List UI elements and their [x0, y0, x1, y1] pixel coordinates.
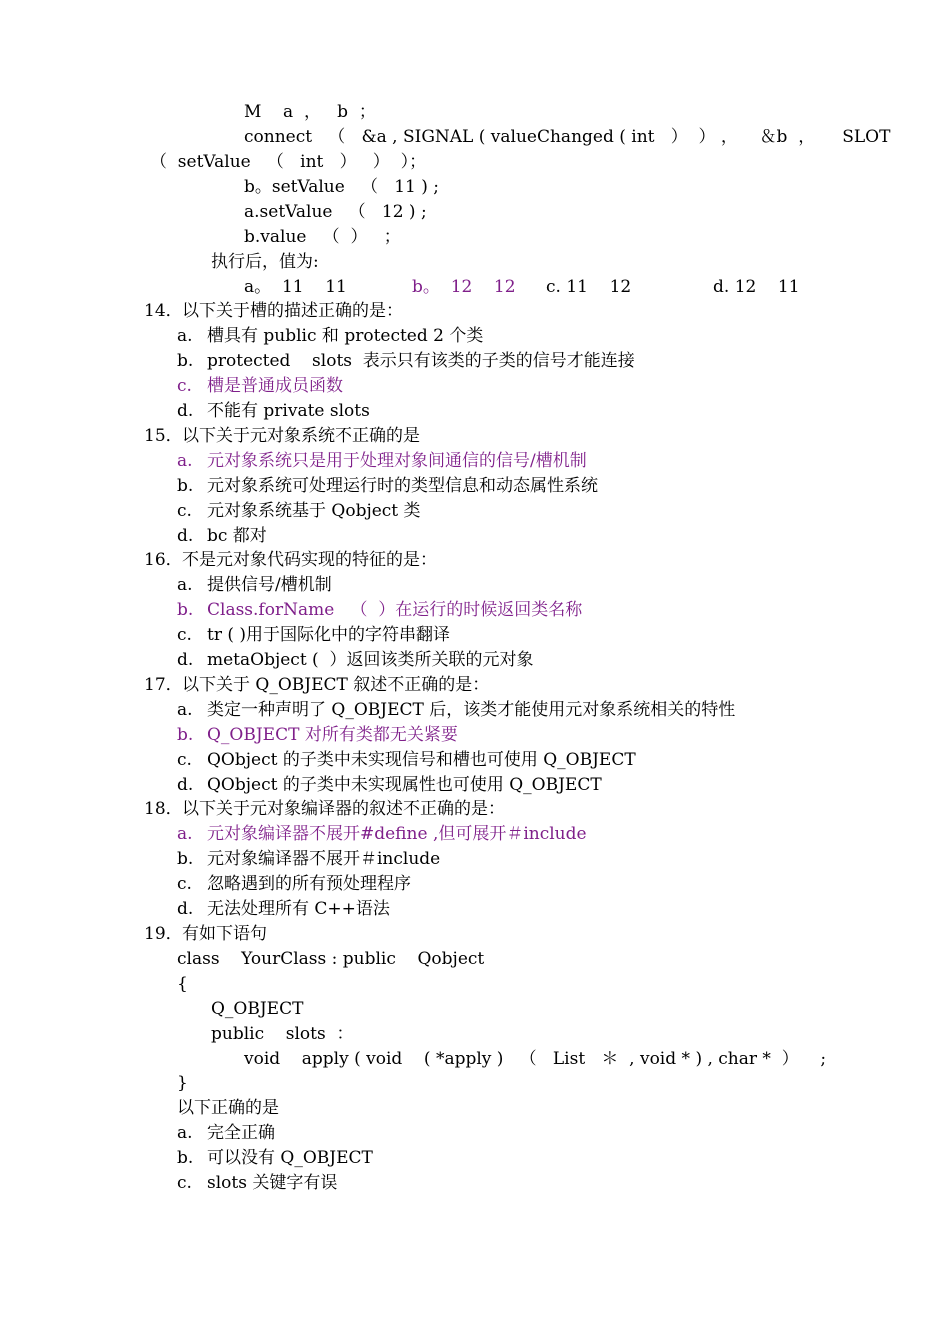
answer-option-d: d. 12 11 — [713, 277, 800, 297]
option-c: c. 元对象系统基于 Qobject 类 — [177, 501, 421, 521]
code-line: void apply ( void ( *apply ) （ List ＊ , void * ) , char * ） ; — [244, 1049, 827, 1069]
option-c: c. QObject 的子类中未实现信号和槽也可使用 Q_OBJECT — [177, 750, 636, 770]
option-c: c. tr ( )用于国际化中的字符串翻译 — [177, 625, 451, 645]
question-17 — [144, 674, 489, 696]
option-b: b. 可以没有 Q_OBJECT — [177, 1148, 373, 1168]
code-line: public slots ： — [211, 1024, 354, 1044]
answer-option-b: b。 12 12 — [412, 277, 516, 297]
option-a: a. 完全正确 — [177, 1123, 275, 1143]
question-number: 19． — [144, 924, 183, 944]
option-d: d. 无法处理所有 C++语法 — [177, 899, 390, 919]
option-d: d. QObject 的子类中未实现属性也可使用 Q_OBJECT — [177, 775, 602, 795]
option-b-answer: b. Class.forName （ ）在运行的时候返回类名称 — [177, 600, 583, 620]
question-19 — [144, 923, 267, 945]
code-line: b。setValue （ 11 ) ; — [244, 177, 440, 197]
code-line: connect （ &a , SIGNAL ( valueChanged ( int ） ） ， ＆b ， SLOT — [244, 127, 891, 147]
option-a: a. 类定一种声明了 Q_OBJECT 后，该类才能使用元对象系统相关的特性 — [177, 700, 736, 720]
answer-option-a: a。 11 11 — [244, 277, 347, 297]
question-16 — [144, 549, 437, 571]
answer-option-c: c. 11 12 — [546, 277, 632, 297]
question-stem: 以下关于 Q_OBJECT 叙述不正确的是： — [182, 675, 490, 695]
question-stem: 有如下语句 — [182, 924, 267, 944]
option-d: d. bc 都对 — [177, 526, 267, 546]
option-a: a. 提供信号/槽机制 — [177, 575, 332, 595]
question-stem: 以下关于槽的描述正确的是： — [182, 301, 403, 321]
option-d: d. 不能有 private slots — [177, 401, 370, 421]
question-number: 17． — [144, 675, 183, 695]
question-stem: 以下关于元对象编译器的叙述不正确的是： — [182, 799, 505, 819]
option-b: b. protected slots 表示只有该类的子类的信号才能连接 — [177, 351, 635, 371]
option-b-answer: b. Q_OBJECT 对所有类都无关紧要 — [177, 725, 458, 745]
code-line: （ setValue （ int ） ） ）； — [150, 152, 427, 172]
question-15 — [144, 425, 420, 447]
code-line: b.value （ ） ； — [244, 227, 401, 247]
code-line: Q_OBJECT — [211, 999, 304, 1019]
option-b: b. 元对象系统可处理运行时的类型信息和动态属性系统 — [177, 476, 598, 496]
option-c: c. 忽略遇到的所有预处理程序 — [177, 874, 411, 894]
code-line: M a ， b ； — [244, 102, 376, 122]
question-prompt: 以下正确的是 — [177, 1098, 279, 1118]
option-c: c. slots 关键字有误 — [177, 1173, 338, 1193]
question-18 — [144, 798, 505, 820]
option-a-answer: a. 元对象编译器不展开#define ,但可展开＃include — [177, 824, 587, 844]
code-line: a.setValue （ 12 ) ; — [244, 202, 427, 222]
option-d: d. metaObject ( ）返回该类所关联的元对象 — [177, 650, 534, 670]
question-number: 16． — [144, 550, 183, 570]
question-14 — [144, 300, 403, 322]
option-a: a. 槽具有 public 和 protected 2 个类 — [177, 326, 484, 346]
option-c-answer: c. 槽是普通成员函数 — [177, 376, 343, 396]
question-number: 14． — [144, 301, 183, 321]
question-number: 15． — [144, 426, 183, 446]
option-a-answer: a. 元对象系统只是用于处理对象间通信的信号/槽机制 — [177, 451, 587, 471]
question-stem: 以下关于元对象系统不正确的是 — [182, 426, 420, 446]
option-b: b. 元对象编译器不展开＃include — [177, 849, 441, 869]
code-line: class YourClass : public Qobject — [177, 949, 485, 969]
code-line: } — [177, 1073, 188, 1093]
question-number: 18． — [144, 799, 183, 819]
code-line: { — [177, 974, 188, 994]
question-stem: 不是元对象代码实现的特征的是： — [182, 550, 437, 570]
question-prompt: 执行后，值为: — [211, 252, 319, 272]
